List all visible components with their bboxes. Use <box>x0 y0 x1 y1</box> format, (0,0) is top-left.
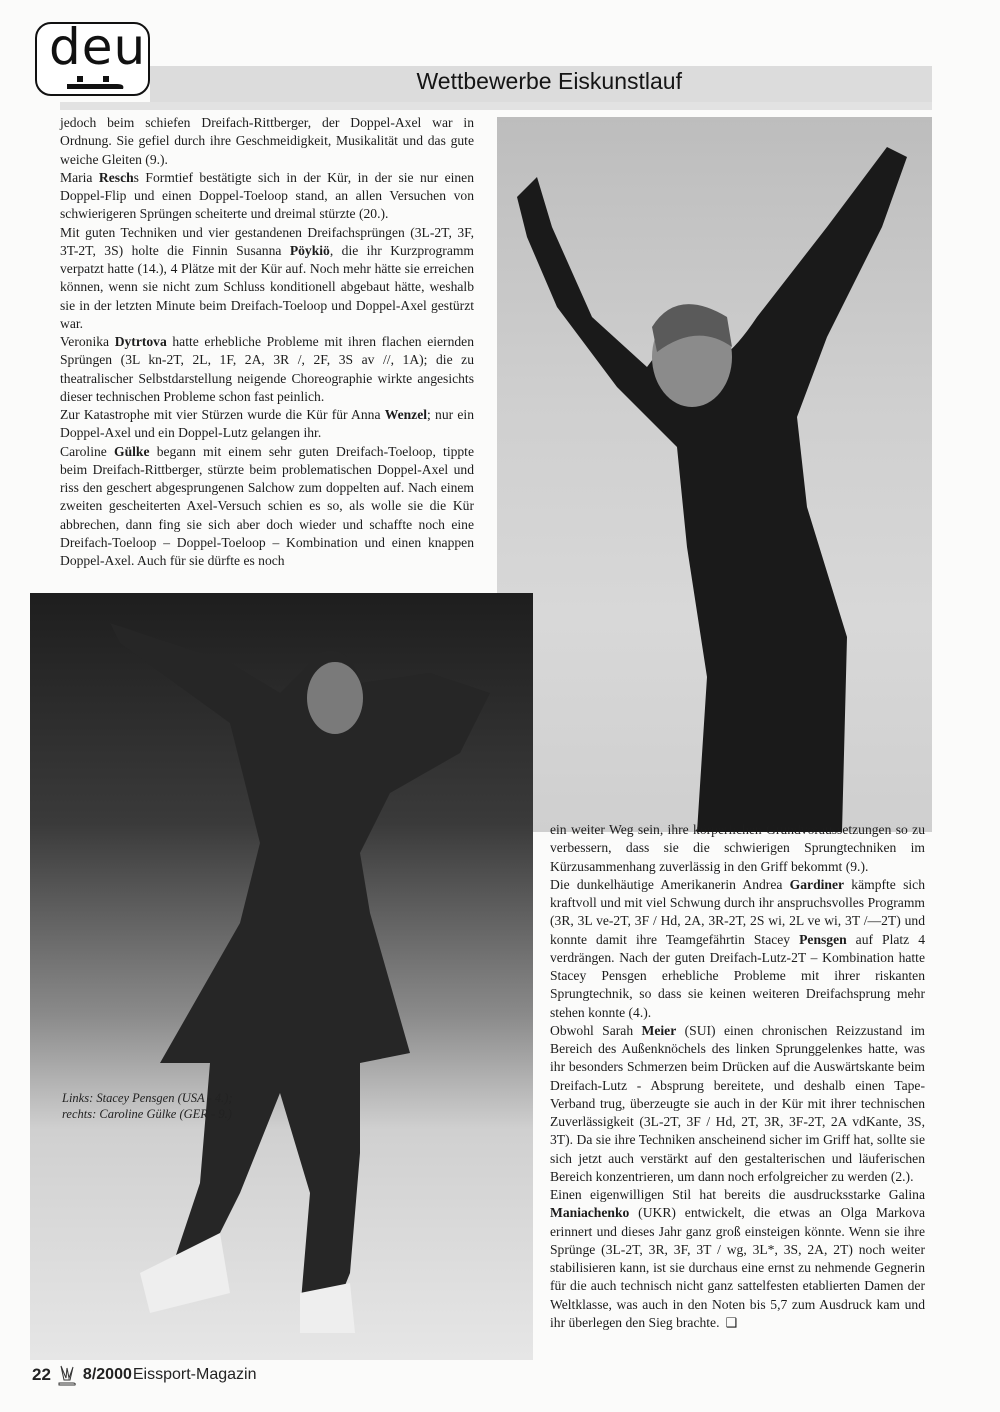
text-segment: Obwohl Sarah <box>550 1022 642 1038</box>
text-segment: ; nur ein Doppel-Axel und ein Doppel-Lutz gelangen ihr. <box>60 407 474 441</box>
text-segment: auf Platz 4 verdrängen. Nach der guten Dreifach-Lutz-2T – Kombination hatte Stacey Pensgen erhebliche Probleme mit ihrer riskanten Sprungtechnik, so dass sie keinen weiteren Dreifachsprung mehr stehen konnte (4.). <box>550 931 925 1020</box>
skater-name: Resch <box>98 169 134 185</box>
paragraph <box>550 821 925 876</box>
skater-name: Meier <box>641 1022 677 1038</box>
text-segment: Zur Katastrophe mit vier Stürzen wurde die Kür für Anna <box>60 407 385 422</box>
text-segment: Einen eigenwilligen Stil hat bereits die ausdrucksstarke Galina <box>550 1187 925 1202</box>
text-segment: kämpfte sich kraftvoll und mit viel Schwung durch ihr anspruchsvolles Programm (3R, 3L ve-2T, 3F / Hd, 2A, 3R-2T, 2S wi, 2L ve wi, 3T /—2T) und konnte damit ihre Teamgefährtin Stacey <box>550 876 925 947</box>
skater-photo-left <box>30 593 533 1360</box>
page-number: 22 <box>32 1365 51 1384</box>
text-segment: Veronika <box>60 334 115 349</box>
right-text-column <box>550 821 925 1333</box>
caption-line-2: rechts: Caroline Gülke (GER - 9.) <box>62 1107 232 1121</box>
text-segment: Maria <box>60 169 99 185</box>
text-segment: s Formtief bestätigte sich in der Kür, in der sie nur einen Doppel-Flip und einen Doppel-Toeloop stand, an allen Versuchen von schwierigeren Sprüngen scheiterte und dreimal stürzte (20.). <box>60 169 475 222</box>
text-segment: jedoch beim schiefen Dreifach-Rittberger, der Doppel-Axel war in Ordnung. Sie gefiel durch ihre Geschmeidigkeit, Musikalität und das gute weiche Gleiten (9.). <box>60 115 474 167</box>
text-segment: (SUI) einen chronischen Reizzustand im Bereich des Außenknöchels des linken Sprunggelenkes hatte, was ihr besonders Schmerzen beim Drücken auf die Auswärtskante beim Dreifach-Lutz - Absprung bereitete, und deshalb einen Tape-Verband trug, überzeugte sie auch in der Kür mit ihrer technischen Zuverlässigkeit (3L-2T, 3F / Hd, 2T, 3R, 3F-2T, 2A vdKante, 3S, 3T). Da sie ihre Techniken anscheinend sicher im Griff hat, sollte sie sich jetzt auch verstärkt auf den gestalterischen und läuferischen Bereich konzentrieren, um dann noch erfolgreicher zu werden (2.). <box>550 1022 925 1184</box>
paragraph <box>60 333 474 406</box>
skater-name: Gülke <box>114 443 150 459</box>
skater-name: Pöykiö <box>289 242 330 258</box>
text-segment: (UKR) entwickelt, die etwas an Olga Markova erinnert und dieses Jahr ganz groß einsteigen könnte. Wenn sie ihre Sprünge (3L-2T, 3R, 3F, 3T / wg, 3L*, 3S, 2A, 2T) noch weiter stabilisieren kann, ist sie durchaus eine ernst zu nehmende Gegnerin für die auch technisch nicht ganz sattelfesten etablierten Damen der Weltklasse, was auch in den Noten bis 5,7 zum Ausdruck kam und ihr überlegen den Sieg brachte. <box>550 1205 925 1330</box>
photo-stacey-pensgen <box>30 593 533 1360</box>
skater-photo-right <box>497 117 932 832</box>
section-title: Wettbewerbe Eiskunstlauf <box>416 68 682 94</box>
page-footer <box>32 1364 256 1386</box>
issue-number: 8/2000 <box>82 1366 132 1383</box>
end-of-article-mark: ❑ <box>725 1315 738 1331</box>
photo-caroline-guelke <box>497 117 932 832</box>
paragraph <box>550 876 925 1022</box>
photo-caption <box>62 1090 233 1122</box>
skate-wing-icon <box>57 1364 77 1386</box>
skater-name: Dytrtova <box>114 334 167 349</box>
paragraph <box>60 169 474 224</box>
deu-logo <box>35 18 150 96</box>
text-segment: hatte erhebliche Probleme mit ihren flachen eiernden Sprüngen (3L kn-2T, 2L, 1F, 2A, 3R /, 2F, 3S av //, 1A); die zu theatralischer Selbstdarstellung neigende Choreographie wirkte angesichts dieser technischen Probleme schon fast peinlich. <box>60 334 474 404</box>
text-segment: ein weiter Weg sein, ihre körperlichen Grundvoraussetzungen so zu verbessern, dass sie die schwierigen Sprungtechniken im Kürzusammenhang zuverlässig in den Griff bekommt (9.). <box>550 822 925 874</box>
text-segment: , die ihr Kurzprogramm verpatzt hatte (14.), 4 Plätze mit der Kür auf. Noch mehr hätte sie erreichen können, wenn sie nicht zum Schluss konditionell abgebaut hätte, weshalb sie in der letzten Minute beim Dreifach-Toeloop und Doppel-Axel gestürzt war. <box>60 242 474 331</box>
skater-name: Wenzel <box>384 407 428 422</box>
paragraph <box>550 1186 925 1333</box>
skater-name: Gardiner <box>789 876 845 892</box>
skater-name: Pensgen <box>799 931 847 947</box>
text-segment: Mit guten Techniken und vier gestandenen Dreifachsprüngen (3L-2T, 3F, 3T-2T, 3S) holte die Finnin Susanna <box>60 224 474 258</box>
text-segment: Caroline <box>60 443 114 459</box>
text-segment: begann mit einem sehr guten Dreifach-Toeloop, tippte beim Dreifach-Rittberger, stürzte beim problematischen Doppel-Axel und riss den geschert abgesprungenen Salchow zum doppelten auf. Nach einem zweiten gescheiterten Axel-Versuch schien es so, als wolle sie die Kür abbrechen, dann fing sie sich aber doch wieder und schaffte noch eine Dreifach-Toeloop – Doppel-Toeloop – Kombination und einen knappen Doppel-Axel. Auch für sie dürfte es noch <box>60 443 474 568</box>
paragraph <box>60 443 474 571</box>
paragraph <box>60 224 474 334</box>
left-text-column <box>60 114 474 570</box>
skate-blade-icon <box>67 76 127 90</box>
logo-text: deu <box>49 18 147 76</box>
paragraph <box>60 114 474 169</box>
magazine-name: Eissport-Magazin <box>132 1366 257 1383</box>
header-band-lower <box>60 102 932 110</box>
caption-line-1: Links: Stacey Pensgen (USA - 4.); <box>62 1091 233 1105</box>
paragraph <box>550 1022 925 1186</box>
paragraph <box>60 406 474 443</box>
skater-name: Maniachenko <box>550 1205 630 1221</box>
text-segment: Die dunkelhäutige Amerikanerin Andrea <box>550 876 790 892</box>
